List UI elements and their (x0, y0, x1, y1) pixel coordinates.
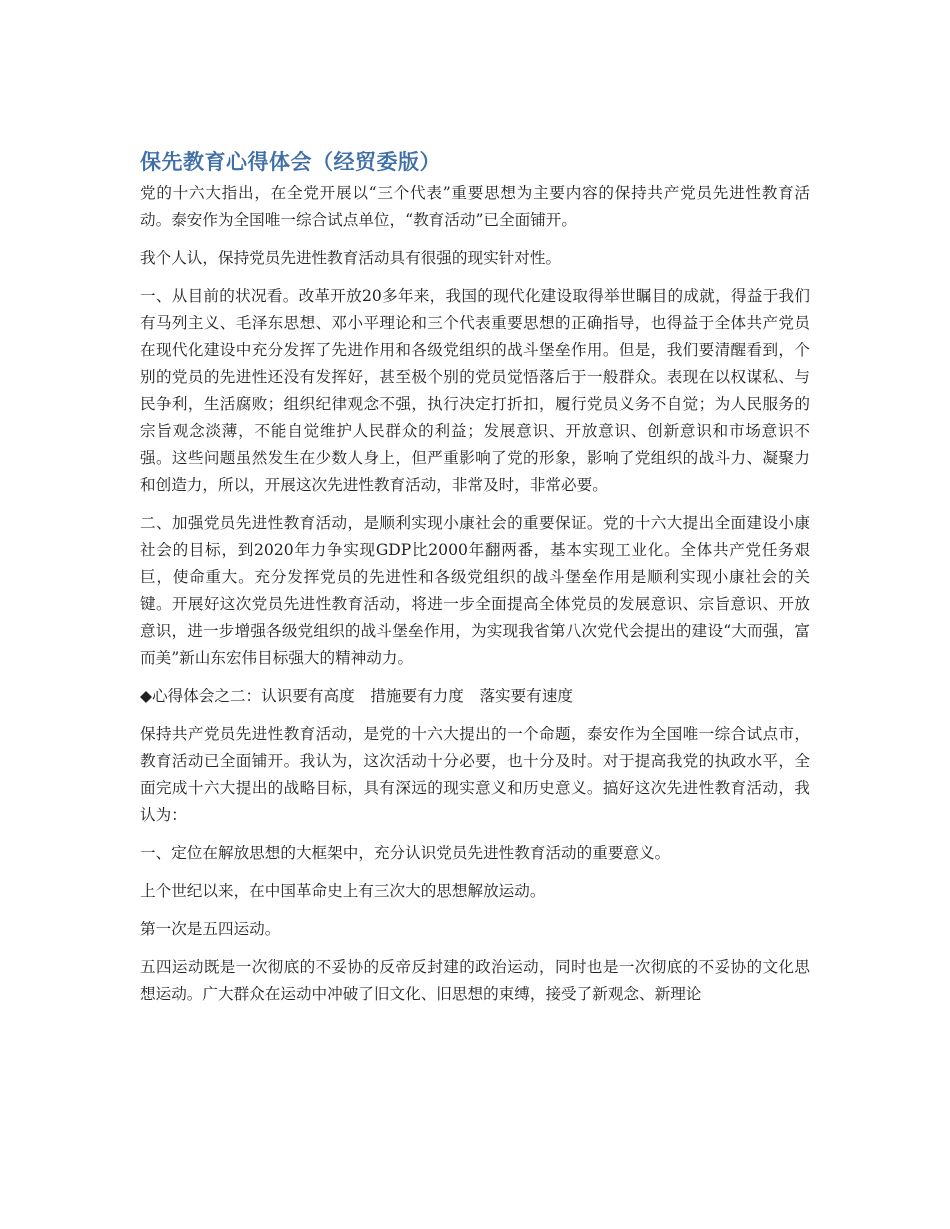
section-heading-reflection-two: ◆心得体会之二：认识要有高度 措施要有力度 落实要有速度 (140, 687, 574, 705)
paragraph-may-fourth: 五四运动既是一次彻底的不妥协的反帝反封建的政治运动，同时也是一次彻底的不妥协的文化思想运动。广大群众在运动中冲破了旧文化、旧思想的束缚，接受了新观念、新理论 (140, 958, 810, 1003)
document-page (140, 146, 810, 1019)
document-title: 保先教育心得体会（经贸委版） (140, 150, 441, 174)
paragraph-opinion: 我个人认，保持党员先进性教育活动具有很强的现实针对性。 (140, 249, 562, 267)
paragraph-reflection-intro: 保持共产党员先进性教育活动，是党的十六大提出的一个命题，泰安作为全国唯一综合试点市，教育活动已全面铺开。我认为，这次活动十分必要，也十分及时。对于提高我党的执政水平，全面完成十六大提出的战略目标，具有深远的现实意义和历史意义。搞好这次先进性教育活动，我认为： (140, 725, 810, 824)
paragraph-point-one: 一、从目前的状况看。改革开放20多年来，我国的现代化建设取得举世瞩目的成就，得益于我们有马列主义、毛泽东思想、邓小平理论和三个代表重要思想的正确指导，也得益于全体共产党员在现代化建设中充分发挥了先进作用和各级党组织的战斗堡垒作用。但是，我们要清醒看到，个别的党员的先进性还没有发挥好，甚至极个别的党员觉悟落后于一般群众。表现在以权谋私、与民争利，生活腐败；组织纪律观念不强，执行决定打折扣，履行党员义务不自觉；为人民服务的宗旨观念淡薄，不能自觉维护人民群众的利益；发展意识、开放意识、创新意识和市场意识不强。这些问题虽然发生在少数人身上，但严重影响了党的形象，影响了党组织的战斗力、凝聚力和创造力，所以，开展这次先进性教育活动，非常及时，非常必要。 (140, 287, 810, 494)
paragraph-intro: 党的十六大指出，在全党开展以“三个代表”重要思想为主要内容的保持共产党员先进性教育活动。泰安作为全国唯一综合试点单位，“教育活动”已全面铺开。 (140, 184, 810, 229)
paragraph-positioning: 一、定位在解放思想的大框架中，充分认识党员先进性教育活动的重要意义。 (140, 844, 671, 862)
paragraph-three-movements: 上个世纪以来，在中国革命史上有三次大的思想解放运动。 (140, 882, 546, 900)
paragraph-point-two: 二、加强党员先进性教育活动，是顺利实现小康社会的重要保证。党的十六大提出全面建设小康社会的目标，到2020年力争实现GDP比2000年翻两番，基本实现工业化。全体共产党任务艰巨，使命重大。充分发挥党员的先进性和各级党组织的战斗堡垒作用是顺利实现小康社会的关键。开展好这次党员先进性教育活动，将进一步全面提高全体党员的发展意识、宗旨意识、开放意识，进一步增强各级党组织的战斗堡垒作用，为实现我省第八次党代会提出的建设“大而强，富而美”新山东宏伟目标强大的精神动力。 (140, 514, 810, 667)
paragraph-first-movement: 第一次是五四运动。 (140, 920, 281, 938)
